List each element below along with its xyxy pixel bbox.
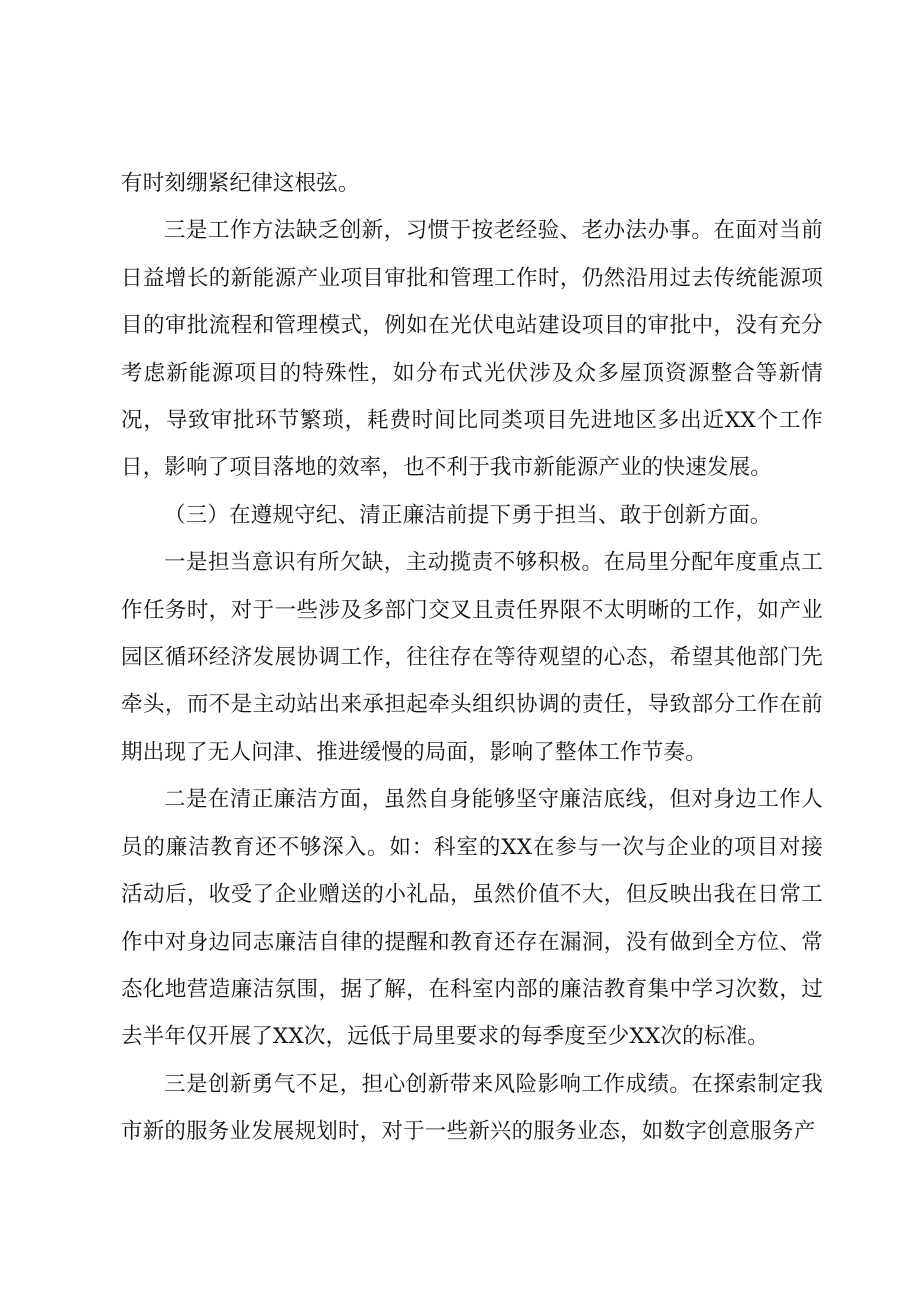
paragraph-discipline-ending: 有时刻绷紧纪律这根弦。 [121,171,360,196]
paragraph-responsibility-awareness: 一是担当意识有所欠缺，主动揽责不够积极。在局里分配年度重点工作任务时，对于一些涉及多部门交叉且责任界限不太明晰的工作，如产业园区循环经济发展协调工作，往往存在等待观望的心态，希望其他部门先牵头，而不是主动站出来承担起牵头组织协调的责任，导致部分工作在前期出现了无人问津、推进缓慢的局面，影响了整体工作节奏。 [121,550,823,765]
document-body [121,160,823,1156]
paragraph-innovation-courage: 三是创新勇气不足，担心创新带来风险影响工作成绩。在探索制定我市新的服务业发展规划时，对于一些新兴的服务业态，如数字创意服务产 [121,1071,823,1145]
section-heading-3: （三）在遵规守纪、清正廉洁前提下勇于担当、敢于创新方面。 [164,502,772,528]
paragraph-work-method-innovation: 三是工作方法缺乏创新，习惯于按老经验、老办法办事。在面对当前日益增长的新能源产业项目审批和管理工作时，仍然沿用过去传统能源项目的审批流程和管理模式，例如在光伏电站建设项目的审批中，没有充分考虑新能源项目的特殊性，如分布式光伏涉及众多屋顶资源整合等新情况，导致审批环节繁琐，耗费时间比同类项目先进地区多出近XX个工作日，影响了项目落地的效率，也不利于我市新能源产业的快速发展。 [121,218,823,481]
paragraph-integrity-education: 二是在清正廉洁方面，虽然自身能够坚守廉洁底线，但对身边工作人员的廉洁教育还不够深入。如：科室的XX在参与一次与企业的项目对接活动后，收受了企业赠送的小礼品，虽然价值不大，但反映出我在日常工作中对身边同志廉洁自律的提醒和教育还存在漏洞，没有做到全方位、常态化地营造廉洁氛围，据了解，在科室内部的廉洁教育集中学习次数，过去半年仅开展了XX次，远低于局里要求的每季度至少XX次的标准。 [121,787,823,1050]
